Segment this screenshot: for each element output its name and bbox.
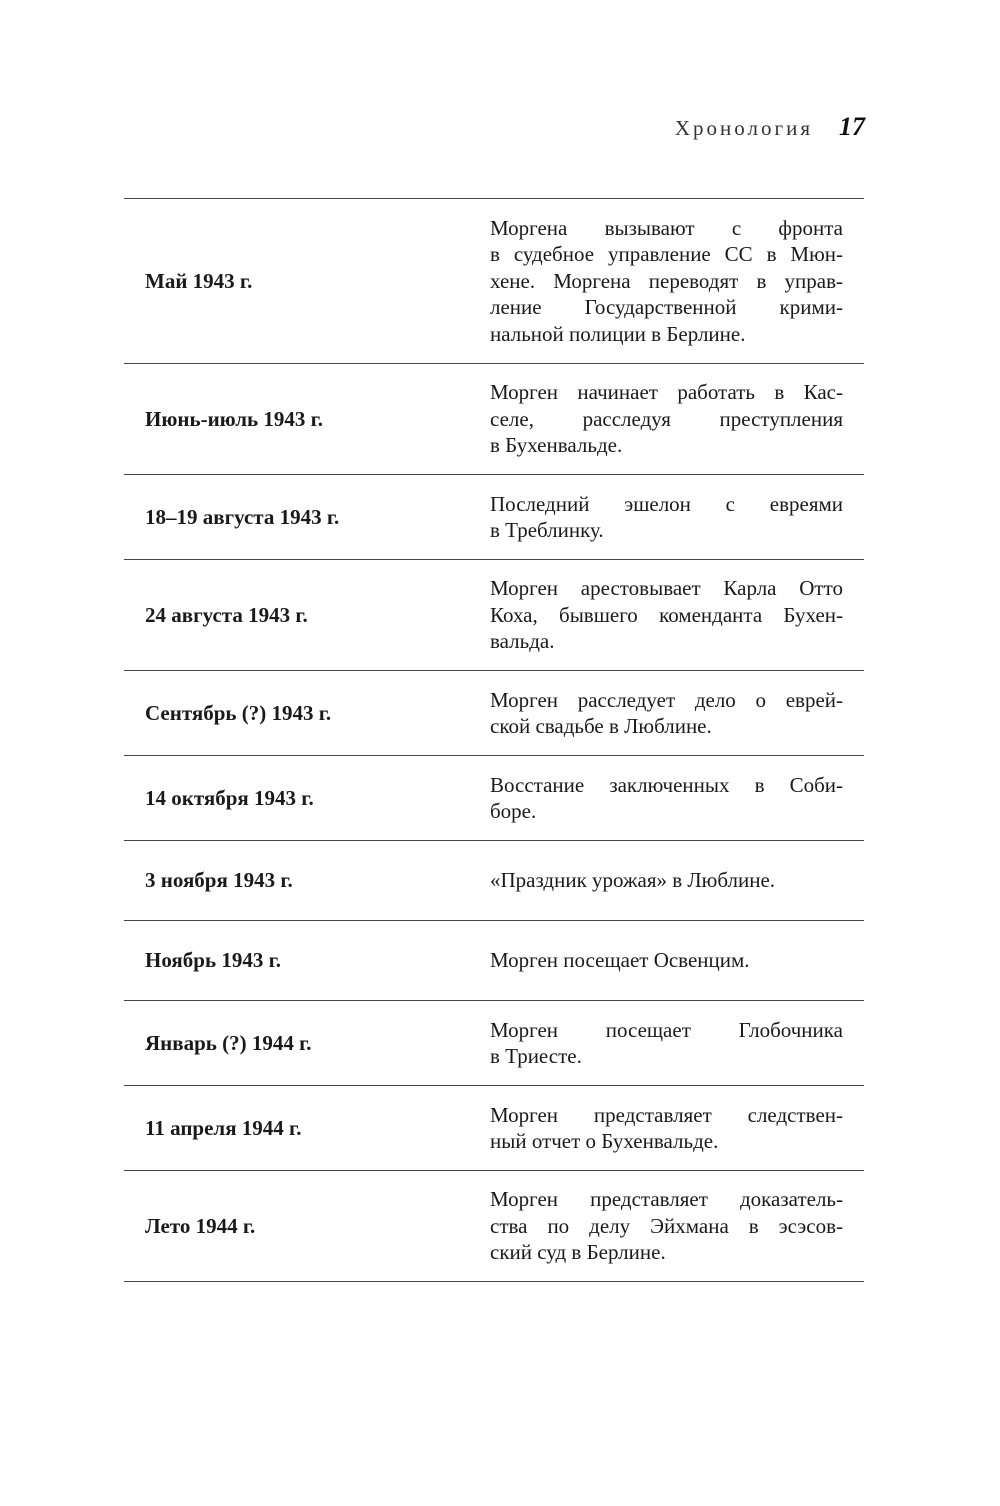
event-cell <box>490 772 843 825</box>
date-cell: Май 1943 г. <box>145 268 253 293</box>
table-row <box>124 756 864 841</box>
event-line: Морген посещает Освенцим. <box>490 948 750 973</box>
event-cell <box>490 1102 843 1155</box>
date-cell: 3 ноября 1943 г. <box>145 868 293 892</box>
event-cell <box>490 491 843 544</box>
event-line: Моргена вызывают с фронта <box>490 215 843 240</box>
date-cell: Ноябрь 1943 г. <box>145 948 281 972</box>
table-row <box>124 364 864 475</box>
event-line: селе, расследуя преступления <box>490 406 843 431</box>
event-cell <box>490 867 843 894</box>
event-line: Морген посещает Глобочника <box>490 1017 843 1042</box>
event-cell <box>490 947 843 974</box>
date-cell: 24 августа 1943 г. <box>145 602 308 627</box>
event-line: Морген представляет следствен- <box>490 1102 843 1127</box>
event-line: в Бухенвальде. <box>490 433 623 458</box>
table-row <box>124 560 864 671</box>
date-cell: 11 апреля 1944 г. <box>145 1115 302 1140</box>
date-cell: Лето 1944 г. <box>145 1213 256 1238</box>
event-line: ление Государственной крими- <box>490 295 843 320</box>
event-line: ской свадьбе в Люблине. <box>490 714 712 738</box>
table-row <box>124 1171 864 1282</box>
event-line: Морген расследует дело о еврей- <box>490 687 843 712</box>
event-cell <box>490 1017 843 1070</box>
event-line: боре. <box>490 799 537 823</box>
table-row <box>124 199 864 364</box>
event-cell <box>490 687 843 740</box>
event-line: в судебное управление СС в Мюн- <box>490 242 843 267</box>
event-line: вальда. <box>490 629 555 654</box>
date-cell: Январь (?) 1944 г. <box>145 1030 312 1055</box>
event-line: Восстание заключенных в Соби- <box>490 772 843 797</box>
chronology-table <box>124 198 864 1282</box>
page-number: 17 <box>839 112 865 141</box>
table-row <box>124 475 864 560</box>
date-cell: Июнь-июль 1943 г. <box>145 406 324 431</box>
event-cell <box>490 1186 843 1266</box>
event-line: Коха, бывшего коменданта Бухен- <box>490 602 843 627</box>
event-line: Морген начинает работать в Кас- <box>490 380 843 405</box>
event-line: в Триесте. <box>490 1044 582 1068</box>
date-cell: Сентябрь (?) 1943 г. <box>145 700 332 725</box>
event-line: в Треблинку. <box>490 518 604 542</box>
event-line: Последний эшелон с евреями <box>490 491 843 516</box>
table-row <box>124 921 864 1001</box>
section-title: Хронология <box>674 116 813 140</box>
event-line: хене. Моргена переводят в управ- <box>490 268 843 293</box>
event-cell <box>490 215 843 348</box>
event-line: ный отчет о Бухенвальде. <box>490 1129 719 1153</box>
event-line: ства по делу Эйхмана в эсэсов- <box>490 1213 843 1238</box>
date-cell: 18–19 августа 1943 г. <box>145 504 340 529</box>
event-cell <box>490 575 843 655</box>
table-row <box>124 671 864 756</box>
table-row <box>124 1086 864 1171</box>
event-line: нальной полиции в Берлине. <box>490 321 746 346</box>
date-cell: 14 октября 1943 г. <box>145 785 314 810</box>
event-cell <box>490 379 843 459</box>
table-row <box>124 1001 864 1086</box>
table-row <box>124 841 864 921</box>
event-line: Морген представляет доказатель- <box>490 1187 843 1212</box>
event-line: ский суд в Берлине. <box>490 1240 666 1265</box>
event-line: Морген арестовывает Карла Отто <box>490 576 843 601</box>
running-head <box>675 112 865 142</box>
event-line: «Праздник урожая» в Люблине. <box>490 868 776 893</box>
